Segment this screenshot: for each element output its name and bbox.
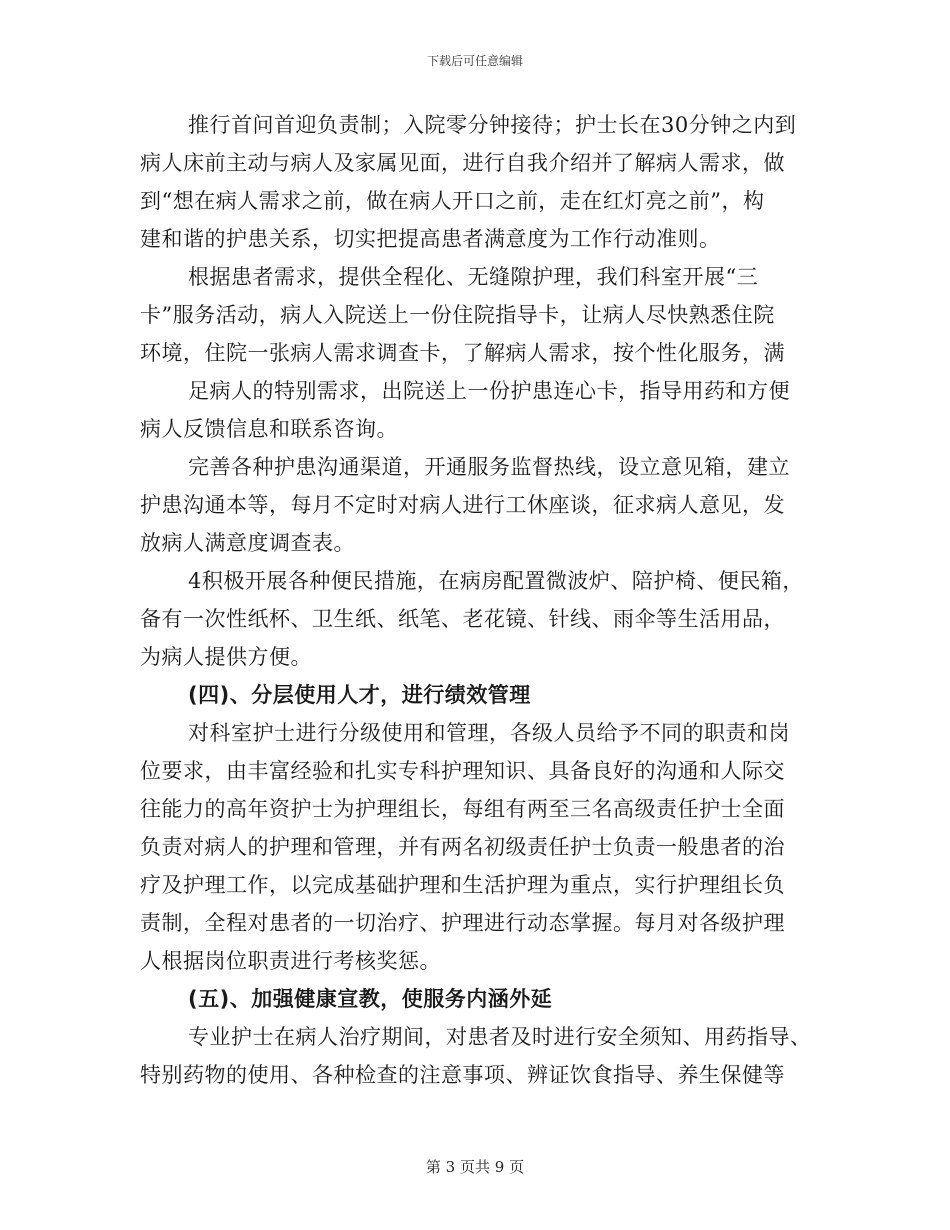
page-footer: 第 3 页共 9 页 xyxy=(425,1158,525,1176)
text-line: 对科室护士进行分级使用和管理，各级人员给予不同的职责和岗 xyxy=(188,721,790,745)
text-line: 病人反馈信息和联系咨询。 xyxy=(140,417,398,441)
text-line: 往能力的高年资护士为护理组长，每组有两至三名高级责任护士全面 xyxy=(140,797,785,821)
document-body xyxy=(140,106,810,1094)
section-heading: (四)、分层使用人才，进行绩效管理 xyxy=(188,683,531,707)
page-header: 下载后可任意编辑 xyxy=(426,54,523,68)
text-line: 根据患者需求，提供全程化、无缝隙护理，我们科室开展“三 xyxy=(188,265,759,289)
text-line: 足病人的特别需求，出院送上一份护患连心卡，指导用药和方便 xyxy=(188,379,790,403)
text-line: 责制，全程对患者的一切治疗、护理进行动态掌握。每月对各级护理 xyxy=(140,911,785,935)
text-line: 4积极开展各种便民措施，在病房配置微波炉、陪护椅、便民箱， xyxy=(188,569,804,593)
text-line: 环境，住院一张病人需求调查卡，了解病人需求，按个性化服务，满 xyxy=(140,341,785,365)
text-line: 为病人提供方便。 xyxy=(140,645,312,669)
text-line: 病人床前主动与病人及家属见面，进行自我介绍并了解病人需求，做 xyxy=(140,151,785,175)
text-line: 备有一次性纸杯、卫生纸、纸笔、老花镜、针线、雨伞等生活用品， xyxy=(140,607,785,631)
text-line: 护患沟通本等，每月不定时对病人进行工休座谈，征求病人意见，发 xyxy=(140,493,785,517)
text-line: 卡”服务活动，病人入院送上一份住院指导卡，让病人尽快熟悉住院 xyxy=(140,303,775,327)
text-line: 特别药物的使用、各种检查的注意事项、辨证饮食指导、养生保健等 xyxy=(140,1063,785,1087)
text-line: 专业护士在病人治疗期间，对患者及时进行安全须知、用药指导、 xyxy=(188,1025,812,1049)
text-line: 负责对病人的护理和管理，并有两名初级责任护士负责一般患者的治 xyxy=(140,835,785,859)
text-line: 推行首问首迎负责制；入院零分钟接待；护士长在30分钟之内到 xyxy=(188,113,797,137)
text-line: 放病人满意度调查表。 xyxy=(140,531,355,555)
text-line: 人根据岗位职责进行考核奖惩。 xyxy=(140,949,441,973)
text-line: 完善各种护患沟通渠道，开通服务监督热线，设立意见箱，建立 xyxy=(188,455,790,479)
text-line: 疗及护理工作，以完成基础护理和生活护理为重点，实行护理组长负 xyxy=(140,873,785,897)
text-line: 建和谐的护患关系，切实把提高患者满意度为工作行动准则。 xyxy=(140,227,721,251)
text-line: 到“想在病人需求之前，做在病人开口之前，走在红灯亮之前”，构 xyxy=(140,189,765,213)
section-heading: (五)、加强健康宣教，使服务内涵外延 xyxy=(188,987,553,1011)
text-line: 位要求，由丰富经验和扎实专科护理知识、具备良好的沟通和人际交 xyxy=(140,759,785,783)
